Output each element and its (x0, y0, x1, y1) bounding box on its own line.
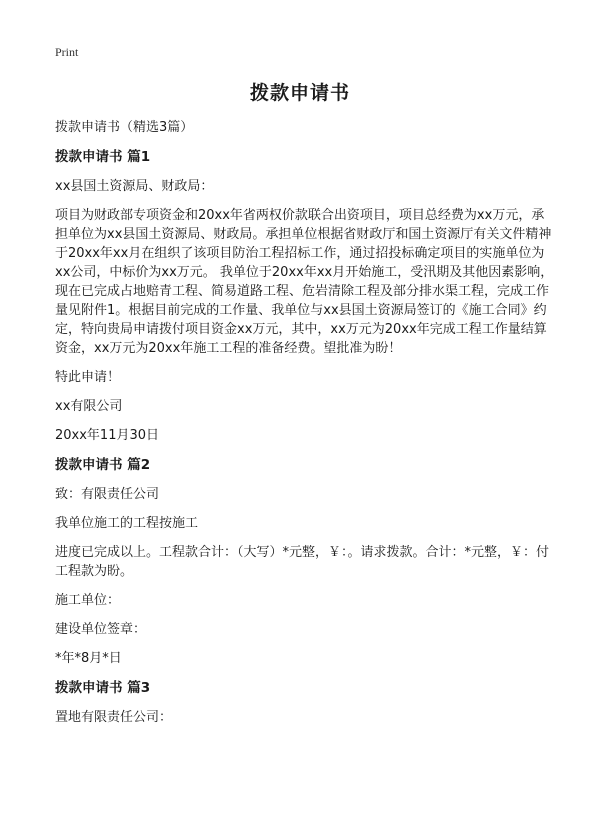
document-body (55, 118, 555, 737)
signature-field: 建设单位签章： (55, 622, 147, 637)
date-line: 20xx年11月30日 (55, 428, 160, 443)
addressee: 置地有限责任公司： (55, 710, 173, 725)
section-heading-1: 拨款申请书 篇1 (55, 149, 151, 165)
closing-line: 特此申请！ (55, 370, 121, 385)
addressee: 致：有限责任公司 (55, 487, 160, 502)
signature-field: 施工单位： (55, 593, 121, 608)
addressee: xx县国土资源局、财政局： (55, 179, 214, 194)
body-paragraph: 我单位施工的工程按施工 (55, 516, 199, 531)
document-title: 拨款申请书 (249, 82, 350, 104)
date-line: *年*8月*日 (55, 651, 122, 666)
document-subtitle: 拨款申请书（精选3篇） (55, 120, 194, 135)
body-paragraph: 项目为财政部专项资金和20xx年省两权价款联合出资项目，项目总经费为xx万元，承担单位为xx县国土资源局、财政局。承担单位根据省财政厅和国土资源厅有关文件精神于20xx年xx月在组织了该项目防治工程招标工作，通过招投标确定项目的实施单位为xx公司，中标价为xx万元。 我单位于20xx年xx月开始施工，受汛期及其他因素影响，现在已完成占地赔青工程、简易道路工程、危岩清除工程及部分排水渠工程，完成工作量见附件1。根据目前完成的工作量、我单位与xx县国土资源局签订的《施工合同》约定，特向贵局申请拨付项目资金xx万元，其中，xx万元为20xx年完成工程工作量结算资金，xx万元为20xx年施工工程的准备经费。望批准为盼！ (55, 208, 554, 356)
section-heading-3: 拨款申请书 篇3 (55, 680, 151, 696)
body-paragraph: 进度已完成以上。工程款合计：（大写）*元整，￥：。请求拨款。合计：*元整，￥：付工程款为盼。 (55, 545, 550, 579)
section-heading-2: 拨款申请书 篇2 (55, 457, 151, 473)
print-link[interactable]: Print (55, 45, 79, 59)
signatory: xx有限公司 (55, 399, 123, 414)
